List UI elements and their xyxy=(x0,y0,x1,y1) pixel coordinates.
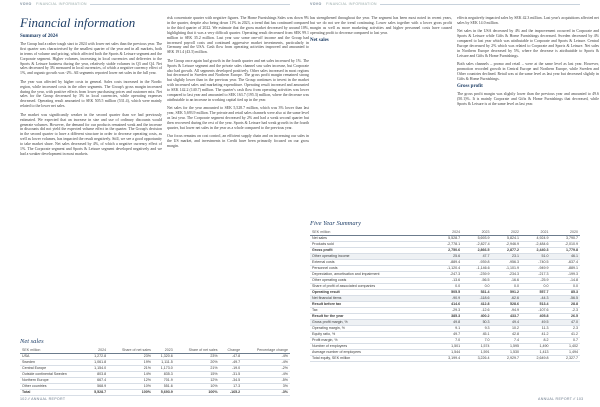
table-cell: 1,779.8 xyxy=(551,247,581,253)
table-cell: 1,402 xyxy=(551,343,581,349)
table-cell: 5,528.7 xyxy=(86,389,108,395)
table-cell: 5,528.7 xyxy=(433,235,462,241)
paragraph: Our focus remains on cost control, an efficient supply chain and on increasing our sales in the US market, and investments in Credit have been primarily focused on our gross margin. xyxy=(167,134,309,149)
column-2 xyxy=(167,16,309,153)
table-cell: 513.4 xyxy=(521,301,550,307)
column-header: Share of net sales xyxy=(175,348,220,353)
table-cell: 528.6 xyxy=(492,301,521,307)
table-cell: 414.6 xyxy=(433,301,462,307)
table-cell: 1,061.8 xyxy=(86,359,108,365)
table-cell: 0.0 xyxy=(551,283,581,289)
table-cell: Sweden xyxy=(20,359,86,365)
column-4 xyxy=(457,16,599,111)
table-cell: -34.5 xyxy=(220,377,243,383)
table-cell: -31.5 xyxy=(220,371,243,377)
table-cell: -949.9 xyxy=(521,265,550,271)
table-cell: -44.3 xyxy=(521,295,550,301)
column-header: 2023 xyxy=(462,230,491,235)
gross-profit-heading: Gross profit xyxy=(457,84,483,90)
table-cell: Number of employees xyxy=(310,343,433,349)
table-cell: 5,693.9 xyxy=(153,389,175,395)
table-cell: -956.3 xyxy=(492,259,521,265)
table-cell: Net financial items xyxy=(310,295,433,301)
top-header xyxy=(0,0,600,9)
table-cell: 23.1 xyxy=(492,253,521,259)
table-cell: Central Europe xyxy=(20,365,86,371)
table-cell: -1,120.4 xyxy=(433,265,462,271)
table-cell: 9.1 xyxy=(433,325,462,331)
table-cell: 7.0 xyxy=(462,337,491,343)
table-cell: 1,530 xyxy=(492,349,521,355)
paragraph: Both sales channels – promo and retail – were at the same level as last year. However, promotion recorded growth in Central Europe and Northern Europe, while Sweden and Other countries declined. Retail was at the same level as last year but decreased slightly in Gifts & Home Furnishings. xyxy=(457,62,599,81)
paragraph: The gross profit margin was slightly lower than the previous year and amounted to 49.6 (50.1)%. It is mainly Corporate and Gifts & Home Furnishings that decreased, while Sports & Leisure is at the same level as last year. xyxy=(457,92,599,107)
table-cell: 3,790.7 xyxy=(551,235,581,241)
table-cell: 591.2 xyxy=(492,289,521,295)
table-cell: -12.6 xyxy=(462,307,491,313)
table-cell: 14% xyxy=(108,371,153,377)
table-cell: Net sales xyxy=(310,235,433,241)
net-sales-subheading: Net sales xyxy=(310,38,329,44)
table-cell: -889.4 xyxy=(433,259,462,265)
table-cell: 2,327.7 xyxy=(551,355,581,361)
table-cell: 12% xyxy=(108,377,153,383)
table-cell: 21% xyxy=(175,365,220,371)
table-cell: Other operating income xyxy=(310,253,433,259)
table-cell: -25.9 xyxy=(521,277,550,283)
table-cell: -2,827.4 xyxy=(462,241,491,247)
table-cell: Depreciation, amortisation and impairment xyxy=(310,271,433,277)
table-cell: 2,877.2 xyxy=(492,247,521,253)
table-cell: 12% xyxy=(175,377,220,383)
table-cell: 1,111.5 xyxy=(153,359,175,365)
column-header: 2021 xyxy=(521,230,550,235)
table-cell: -889.1 xyxy=(551,265,581,271)
table-cell: 3% xyxy=(242,383,290,389)
table-cell: 50.3 xyxy=(462,319,491,325)
net-sales-heading: Net sales xyxy=(20,338,44,345)
table-cell: 1,591 xyxy=(462,349,491,355)
table-cell: 47.0 xyxy=(551,319,581,325)
table-cell: 11.3 xyxy=(521,325,550,331)
right-brand: VOVO xyxy=(310,2,322,6)
table-cell: 41.2 xyxy=(551,331,581,337)
table-cell: -165.2 xyxy=(220,389,243,395)
table-cell: 1,320.6 xyxy=(153,353,175,359)
column-header: 2023 xyxy=(153,348,175,353)
table-cell: -47.8 xyxy=(220,353,243,359)
table-cell: 49.5 xyxy=(521,319,550,325)
table-cell: 4,924.9 xyxy=(521,235,550,241)
header-rule xyxy=(380,4,580,5)
table-cell: Gross profit xyxy=(310,247,433,253)
table-cell: 10% xyxy=(175,383,220,389)
table-cell: -29.3 xyxy=(433,307,462,313)
table-cell: 8.2 xyxy=(521,337,550,343)
table-cell: 551.6 xyxy=(153,383,175,389)
table-cell: Tax xyxy=(310,307,433,313)
table-cell: -247.3 xyxy=(433,271,462,277)
table-cell: -2.3 xyxy=(551,307,581,313)
table-cell: 10% xyxy=(108,383,153,389)
table-cell: Profit margin, % xyxy=(310,337,433,343)
table-cell: 1,173.0 xyxy=(153,365,175,371)
table-cell: 1,413 xyxy=(521,349,550,355)
table-cell: Equity ratio, % xyxy=(310,331,433,337)
net-sales-table xyxy=(20,348,290,396)
net-sales-table-block xyxy=(20,338,290,396)
table-cell: -740.5 xyxy=(521,259,550,265)
table-cell: Northern Europe xyxy=(20,377,86,383)
table-cell: Result before tax xyxy=(310,301,433,307)
table-cell: 0.7 xyxy=(551,337,581,343)
table-cell: -2,946.9 xyxy=(492,241,521,247)
right-section-label: FINANCIAL INFORMATION xyxy=(326,2,377,6)
table-cell: -1,146.6 xyxy=(462,265,491,271)
table-cell: -4% xyxy=(242,353,290,359)
table-cell: -637.4 xyxy=(551,259,581,265)
column-header: 2024 xyxy=(433,230,462,235)
table-row xyxy=(310,355,580,361)
table-cell: Other countries xyxy=(20,383,86,389)
table-cell: 1,544 xyxy=(433,349,462,355)
table-cell: 15% xyxy=(175,371,220,377)
table-cell: -90.9 xyxy=(433,295,462,301)
paragraph: risk concentrate quarter with negative figures. The Home Furnishings Sales was down 9% in the quarter, despite also being down 11% in 2023, a trend that has continued compared to the third quarter of 2022. We estimate that the gross market decreased by around 10%, highlighting that it was a very difficult quarter. Operating result decreased from SEK 99.1 million to SEK 35.2 million. Last year saw some one-off income and the Group had increased payroll costs and continued aggressive market investments, particularly in Germany and the USA. Cash flow from operating activities improved and amounted to SEK 191.4 (43.5) million. xyxy=(167,16,309,55)
table-cell: 505.5 xyxy=(433,289,462,295)
table-cell: Gross profit margin, % xyxy=(310,319,433,325)
table-cell: -4% xyxy=(242,359,290,365)
five-year-heading: Five Year Summary xyxy=(310,220,362,227)
table-cell: -5% xyxy=(242,377,290,383)
paragraph: The market was significantly weaker in the second quarter than we had previously estimated. We expected that an increase in size and use of ordinary discounts would generate volumes. However, the demand for our products remained weak and the increase in discounts did not yield the expected volume effect in the quarter. The Group's decision in the second quarter to have a different structure in order to decrease operating costs, as well as lower volumes, has impacted the result negatively. Still, we see a good opportunity to take market share. Net sales decreased by 4%, of which a negative currency effect of 1%. The Corporate segment and Sports & Leisure segment developed negatively and we had a weaker development in most markets. xyxy=(20,112,162,156)
header-rule xyxy=(90,4,290,5)
table-cell: Result for the year xyxy=(310,313,433,319)
table-cell: 42.8 xyxy=(492,331,521,337)
table-cell: Operating result xyxy=(310,289,433,295)
paragraph: The Group had a rather tough start to 2024 with lower net sales than the previous year. The first quarter was characterised by the smallest quarter of the year and in all markets, both in terms of volume and pricing, which affected both the Sports & Leisure segment and the Corporate segment. Higher volumes, increasing in local currencies and deliveries to the Sports & Leisure business during the year, relatively stable volumes in Q3 and Q4. Net sales decreased by 3% measured in local currencies, of which a negative currency effect of 1%, and organic growth was -2%. All segments reported lower net sales in the full year. xyxy=(20,41,162,76)
table-cell: -56.5 xyxy=(462,277,491,283)
table-cell: -118.6 xyxy=(462,295,491,301)
table-cell: -14.8 xyxy=(551,277,581,283)
table-cell: 1,272.8 xyxy=(86,353,108,359)
table-total-row xyxy=(20,389,290,395)
table-cell: Personnel costs xyxy=(310,265,433,271)
paragraph: has strengthened throughout the year. The segment has been most noted in recent years, but we do not see the trend continuing. Lower sales together with a lower gross profit margin as well as more marketing activities and higher personnel costs have caused operating profit to decrease compared to last year. xyxy=(310,16,452,35)
paragraph: The Group once again had growth in the fourth quarter and net sales increased by 1%. The Sports & Leisure segment and the private sales channel saw sales increase, but Corporate also had growth. All segments developed positively. Other sales increased in most regions but decreased in Sweden and Northern Europe. The gross profit margin remained strong but slightly lower than in the previous year. The Group continues to invest in the market with increased sales and marketing expenditure. Operating result increased and amounted to SEK 142.2 (140.7) million. The quarter's cash flow from operating activities was lower compared to last year and amounted to SEK 163.7 (195.3) million, where the decrease was attributable to an increase in working capital tied up in the year. xyxy=(167,58,309,102)
table-cell: 412.8 xyxy=(462,301,491,307)
table-cell: 7.4 xyxy=(492,337,521,343)
column-header: Change xyxy=(220,348,243,353)
table-cell: 2,929.7 xyxy=(492,355,521,361)
table-cell: -2,484.6 xyxy=(521,241,550,247)
paragraph: effects negatively impacted sales by SEK 42.3 million. Last year's acquisitions affected net sales by SEK 14.0 million. xyxy=(457,16,599,25)
table-cell: 49.4 xyxy=(492,319,521,325)
table-cell: 385.3 xyxy=(433,313,462,319)
table-cell: Other operating costs xyxy=(310,277,433,283)
table-cell: 49.8 xyxy=(433,319,462,325)
table-cell: -217.3 xyxy=(521,271,550,277)
table-cell: 49.7 xyxy=(433,331,462,337)
table-cell: 2,866.5 xyxy=(462,247,491,253)
paragraph: Net sales for the year amounted to SEK 5,528.7 million, which was 3% lower than last year, SEK 5,693.9 million. The private and retail sales channels were also at the same level as last year. The Corporate segment decreased by 2% and had a weak second quarter but then recovered during the rest of the year. Sports & Leisure had weak growth in the fourth quarter, but lower net sales in the year as a whole compared to the previous year. xyxy=(167,106,309,131)
table-cell: 17.3 xyxy=(220,383,243,389)
table-cell: Share of profit of associated companies xyxy=(310,283,433,289)
column-3 xyxy=(310,16,452,46)
table-cell: 28.8 xyxy=(551,301,581,307)
table-cell: -19.0 xyxy=(220,365,243,371)
paragraph: The year was affected by higher costs in general. Sales costs increased in the Nordic region, while increased costs in the other segments. The Group's gross margin increased during the year, with positive effects from lower purchasing prices and customer mix. Net sales for the Group decreased by 3% in local currencies, while operating expenses decreased. Operating result amounted to SEK 505.5 million (531.4), which were mainly related to the lower net sales. xyxy=(20,79,162,109)
table-cell: 7.0 xyxy=(433,337,462,343)
table-cell: -1,101.9 xyxy=(492,265,521,271)
column-header: Percentage change xyxy=(242,348,290,353)
table-cell: 2,649.8 xyxy=(521,355,550,361)
table-cell: 0.0 xyxy=(433,283,462,289)
table-cell: 0.0 xyxy=(521,283,550,289)
table-cell: -16.6 xyxy=(492,277,521,283)
page-title: Financial information xyxy=(20,15,136,30)
table-cell: External costs xyxy=(310,259,433,265)
table-cell: 100% xyxy=(175,389,220,395)
left-page-footer: 102 ⁄⁄ ANNUAL REPORT xyxy=(20,397,66,401)
table-cell: 667.4 xyxy=(86,377,108,383)
table-cell: 2.3 xyxy=(551,325,581,331)
table-cell: 3,199.4 xyxy=(433,355,462,361)
table-cell: 1,595 xyxy=(492,343,521,349)
table-cell: 531.4 xyxy=(462,289,491,295)
table-cell: 20% xyxy=(175,359,220,365)
table-cell: 1,154.0 xyxy=(86,365,108,371)
table-cell: 5,824.1 xyxy=(492,235,521,241)
table-cell: Operating margin, % xyxy=(310,325,433,331)
table-cell: -3% xyxy=(242,389,290,395)
column-1 xyxy=(20,16,162,160)
table-cell: 835.3 xyxy=(153,371,175,377)
table-cell: 23% xyxy=(108,353,153,359)
column-header: SEK million xyxy=(310,230,433,235)
table-cell: 0.0 xyxy=(462,283,491,289)
table-cell: 405.8 xyxy=(521,313,550,319)
table-cell: 1,494 xyxy=(551,349,581,355)
table-cell: Total xyxy=(20,389,86,395)
table-cell: 1,490 xyxy=(521,343,550,349)
table-cell: Outside continental Sweden xyxy=(20,371,86,377)
table-cell: 2,750.6 xyxy=(433,247,462,253)
table-cell: -199.3 xyxy=(551,271,581,277)
table-cell: 1,574 xyxy=(462,343,491,349)
table-cell: Total equity, SEK million xyxy=(310,355,433,361)
table-cell: Products sold xyxy=(310,241,433,247)
table-cell: USA xyxy=(20,353,86,359)
table-cell: -234.3 xyxy=(492,271,521,277)
table-cell: 47.7 xyxy=(462,253,491,259)
five-year-summary-block xyxy=(310,220,580,362)
table-cell: 45.1 xyxy=(462,331,491,337)
table-cell: 400.2 xyxy=(462,313,491,319)
column-header: 2024 xyxy=(86,348,108,353)
column-header: Share of net sales xyxy=(108,348,153,353)
table-cell: 557.7 xyxy=(521,289,550,295)
table-cell: -2,010.9 xyxy=(551,241,581,247)
table-cell: -2,778.1 xyxy=(433,241,462,247)
table-cell: -4% xyxy=(242,371,290,377)
table-cell: 5,693.9 xyxy=(462,235,491,241)
table-cell: -56.5 xyxy=(551,295,581,301)
column-header: 2020 xyxy=(551,230,581,235)
table-cell: 701.9 xyxy=(153,377,175,383)
table-cell: 51.0 xyxy=(521,253,550,259)
table-cell: 803.8 xyxy=(86,371,108,377)
five-year-table xyxy=(310,230,580,362)
summary-heading: Summary of 2024 xyxy=(20,34,58,39)
paragraph: Net sales in the USA decreased by 4% and the improvement occurred in Corporate and Sports & Leisure while Gifts & Home Furnishings decreased. Sweden decreased by 4% compared to last year which was attributable to Corporate and Sports & Leisure. Central Europe decreased by 2% which was related to Corporate and Sports & Leisure. Net sales in Northern Europe decreased by 5%, where the decrease is attributable to Sports & Leisure and Gifts & Home Furnishings. xyxy=(457,29,599,58)
left-section-label: FINANCIAL INFORMATION xyxy=(36,2,87,6)
table-cell: 19% xyxy=(108,359,153,365)
table-cell: -939.8 xyxy=(462,259,491,265)
table-cell: 1,501 xyxy=(433,343,462,349)
table-cell: 3,226.4 xyxy=(462,355,491,361)
table-cell: -94.9 xyxy=(492,307,521,313)
left-brand: VOVO xyxy=(20,2,32,6)
table-cell: 433.7 xyxy=(492,313,521,319)
right-page-footer: ANNUAL REPORT ⁄⁄ 103 xyxy=(538,397,584,401)
table-cell: 41.2 xyxy=(521,331,550,337)
table-cell: -239.9 xyxy=(462,271,491,277)
table-cell: -62.6 xyxy=(492,295,521,301)
table-cell: 21% xyxy=(108,365,153,371)
table-cell: 100% xyxy=(108,389,153,395)
table-cell: -49.7 xyxy=(220,359,243,365)
table-cell: 9.3 xyxy=(462,325,491,331)
table-cell: 26.5 xyxy=(551,313,581,319)
table-cell: -107.6 xyxy=(521,307,550,313)
table-cell: -13.6 xyxy=(433,277,462,283)
table-cell: -2% xyxy=(242,365,290,371)
column-header: 2022 xyxy=(492,230,521,235)
table-cell: 46.1 xyxy=(551,253,581,259)
table-cell: 0.0 xyxy=(492,283,521,289)
column-header: SEK million xyxy=(20,348,86,353)
table-cell: 23% xyxy=(175,353,220,359)
table-cell: Average number of employees xyxy=(310,349,433,355)
table-cell: 10.2 xyxy=(492,325,521,331)
table-cell: 2,440.3 xyxy=(521,247,550,253)
table-cell: 568.9 xyxy=(86,383,108,389)
table-cell: 25.6 xyxy=(433,253,462,259)
table-cell: 85.3 xyxy=(551,289,581,295)
